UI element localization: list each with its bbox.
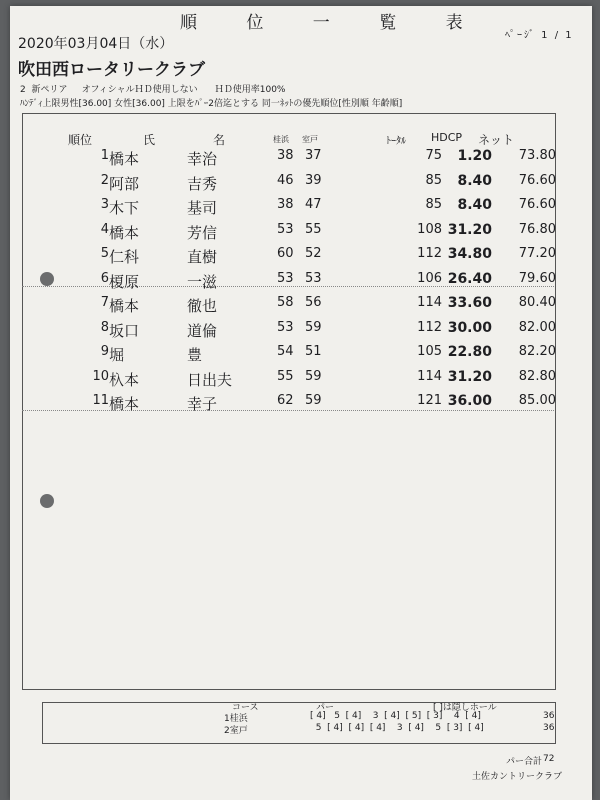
scoring-options: 2 新ペリア オフィシャルＨＤ使用しない ＨＤ使用率100%: [20, 85, 286, 95]
cell-given: 直樹: [187, 248, 218, 266]
cell-c1: 62: [277, 393, 294, 408]
cell-c2: 51: [305, 344, 322, 359]
cell-hdcp: 31.20: [447, 368, 492, 385]
course2-pars: 5 [ 4] [ 4] [ 4] 3 [ 4] 5 [ 3] [ 4]: [310, 723, 484, 733]
cell-c1: 53: [277, 319, 294, 335]
header-rank: 順位: [68, 133, 93, 147]
table-row: [22, 145, 554, 168]
par-label: パー: [316, 703, 335, 713]
cell-given: 豊: [187, 346, 203, 364]
cell-hdcp: 22.80: [447, 344, 492, 360]
cell-given: 幸治: [187, 150, 218, 168]
cell-rank: 6: [100, 270, 109, 286]
cell-c1: 53: [277, 270, 294, 286]
event-date: 2020年03月04日（水）: [18, 36, 174, 52]
header-net: ネット: [478, 133, 515, 147]
cell-hdcp: 36.00: [447, 393, 492, 409]
cell-hdcp: 34.80: [447, 246, 492, 262]
table-row: [22, 341, 554, 364]
cell-c2: 52: [305, 246, 322, 261]
cell-total: 114: [417, 295, 442, 310]
cell-hdcp: 26.40: [447, 270, 492, 287]
table-row: [22, 219, 554, 242]
cell-family: 橋本: [109, 395, 140, 413]
header-course2: 室戸: [302, 135, 318, 144]
table-row: [22, 194, 554, 217]
course1-pars: [ 4] 5 [ 4] 3 [ 4] [ 5] [ 3] 4 [ 4]: [310, 711, 481, 721]
course2-name: 2室戸: [224, 726, 248, 736]
cell-family: 榎原: [109, 272, 140, 291]
cell-c2: 39: [305, 172, 322, 188]
header-given-name: 名: [213, 133, 226, 147]
cell-family: 堀: [109, 346, 125, 364]
cell-family: 木下: [109, 199, 140, 217]
table-row: [22, 292, 554, 315]
cell-family: 橋本: [109, 223, 140, 242]
cell-rank: 3: [100, 197, 109, 212]
course-label: コース: [232, 703, 259, 713]
par-total-label: パー合計: [506, 757, 543, 767]
cell-c2: 47: [305, 197, 322, 212]
cell-net: 73.80: [518, 148, 556, 163]
cell-family: 坂口: [109, 321, 140, 340]
cell-given: 一滋: [187, 272, 218, 291]
cell-total: 105: [417, 344, 442, 359]
cell-given: 吉秀: [187, 174, 218, 193]
cell-total: 114: [417, 368, 442, 384]
cell-hdcp: 8.40: [457, 197, 492, 213]
cell-rank: 9: [100, 344, 109, 359]
cell-rank: 4: [100, 221, 109, 237]
cell-c1: 60: [277, 246, 294, 261]
cell-net: 80.40: [518, 295, 556, 310]
cell-hdcp: 31.20: [447, 221, 492, 238]
cell-family: 杁本: [109, 370, 140, 389]
cell-given: 芳信: [187, 223, 218, 242]
cell-net: 79.60: [518, 270, 556, 286]
cell-net: 77.20: [518, 246, 556, 261]
cell-c2: 53: [305, 270, 322, 286]
table-row: [22, 268, 554, 291]
course2-total: 36: [543, 723, 555, 733]
cell-given: 日出夫: [187, 370, 233, 389]
table-row: [22, 317, 554, 340]
cell-total: 85: [425, 172, 442, 188]
cell-family: 仁科: [109, 248, 140, 266]
cell-c2: 37: [305, 148, 322, 163]
cell-total: 121: [417, 393, 442, 408]
cell-c1: 46: [277, 172, 294, 188]
cell-c1: 38: [277, 197, 294, 212]
cell-c2: 59: [305, 393, 322, 408]
header-family-name: 氏: [143, 133, 156, 147]
cell-rank: 10: [92, 368, 109, 384]
cell-net: 85.00: [518, 393, 556, 408]
cell-rank: 5: [100, 246, 109, 261]
par-total-value: 72: [543, 754, 555, 764]
cell-hdcp: 1.20: [457, 148, 492, 164]
cell-total: 85: [425, 197, 442, 212]
cell-rank: 11: [92, 393, 109, 408]
cell-c1: 58: [277, 295, 294, 310]
club-name: 吹田西ロータリークラブ: [18, 60, 205, 80]
table-row: [22, 170, 554, 193]
table-row: [22, 390, 554, 413]
footer-club: 土佐カントリークラブ: [472, 772, 563, 782]
cell-net: 82.80: [518, 368, 556, 384]
page-title: 順 位 一 覧 表: [180, 13, 485, 33]
cell-total: 112: [417, 246, 442, 261]
cell-rank: 2: [100, 172, 109, 188]
cell-given: 基司: [187, 199, 218, 217]
course1-name: 1桂浜: [224, 714, 248, 724]
cell-hdcp: 8.40: [457, 172, 492, 189]
cell-c2: 59: [305, 368, 322, 384]
cell-given: 徹也: [187, 297, 218, 315]
cell-c1: 55: [277, 368, 294, 384]
cell-total: 108: [417, 221, 442, 237]
page-number: ﾍﾟｰｼﾞ 1 / 1: [505, 30, 574, 41]
cell-total: 106: [417, 270, 442, 286]
cell-total: 75: [425, 148, 442, 163]
cell-net: 76.80: [518, 221, 556, 237]
cell-net: 76.60: [518, 197, 556, 212]
cell-given: 道倫: [187, 321, 218, 340]
cell-family: 阿部: [109, 174, 140, 193]
cell-rank: 8: [100, 319, 109, 335]
cell-net: 82.20: [518, 344, 556, 359]
header-total: ﾄｰﾀﾙ: [386, 136, 406, 147]
cell-c2: 55: [305, 221, 322, 237]
cell-c1: 38: [277, 148, 294, 163]
cell-c2: 56: [305, 295, 322, 310]
cell-c2: 59: [305, 319, 322, 335]
cell-family: 橋本: [109, 297, 140, 315]
cell-c1: 53: [277, 221, 294, 237]
cell-c1: 54: [277, 344, 294, 359]
table-row: [22, 243, 554, 266]
cell-net: 82.00: [518, 319, 556, 335]
header-hdcp: HDCP: [431, 131, 463, 144]
handicap-rules: ﾊﾝﾃﾞｨ上限男性[36.00] 女性[36.00] 上限をﾊﾟｰ2倍迄とする 同一ﾈｯﾄの優先順位[性別順 年齢順]: [20, 99, 403, 109]
cell-hdcp: 30.00: [447, 319, 492, 336]
cell-family: 橋本: [109, 150, 140, 168]
cell-total: 112: [417, 319, 442, 335]
header-course1: 桂浜: [273, 135, 289, 144]
cell-net: 76.60: [518, 172, 556, 188]
cell-hdcp: 33.60: [447, 295, 492, 311]
course1-total: 36: [543, 711, 555, 721]
cell-rank: 1: [100, 148, 109, 163]
cell-given: 幸子: [187, 395, 218, 413]
cell-rank: 7: [100, 295, 109, 310]
hidden-hole-note: [ ]は隠しホール: [433, 703, 497, 713]
table-row: [22, 366, 554, 389]
